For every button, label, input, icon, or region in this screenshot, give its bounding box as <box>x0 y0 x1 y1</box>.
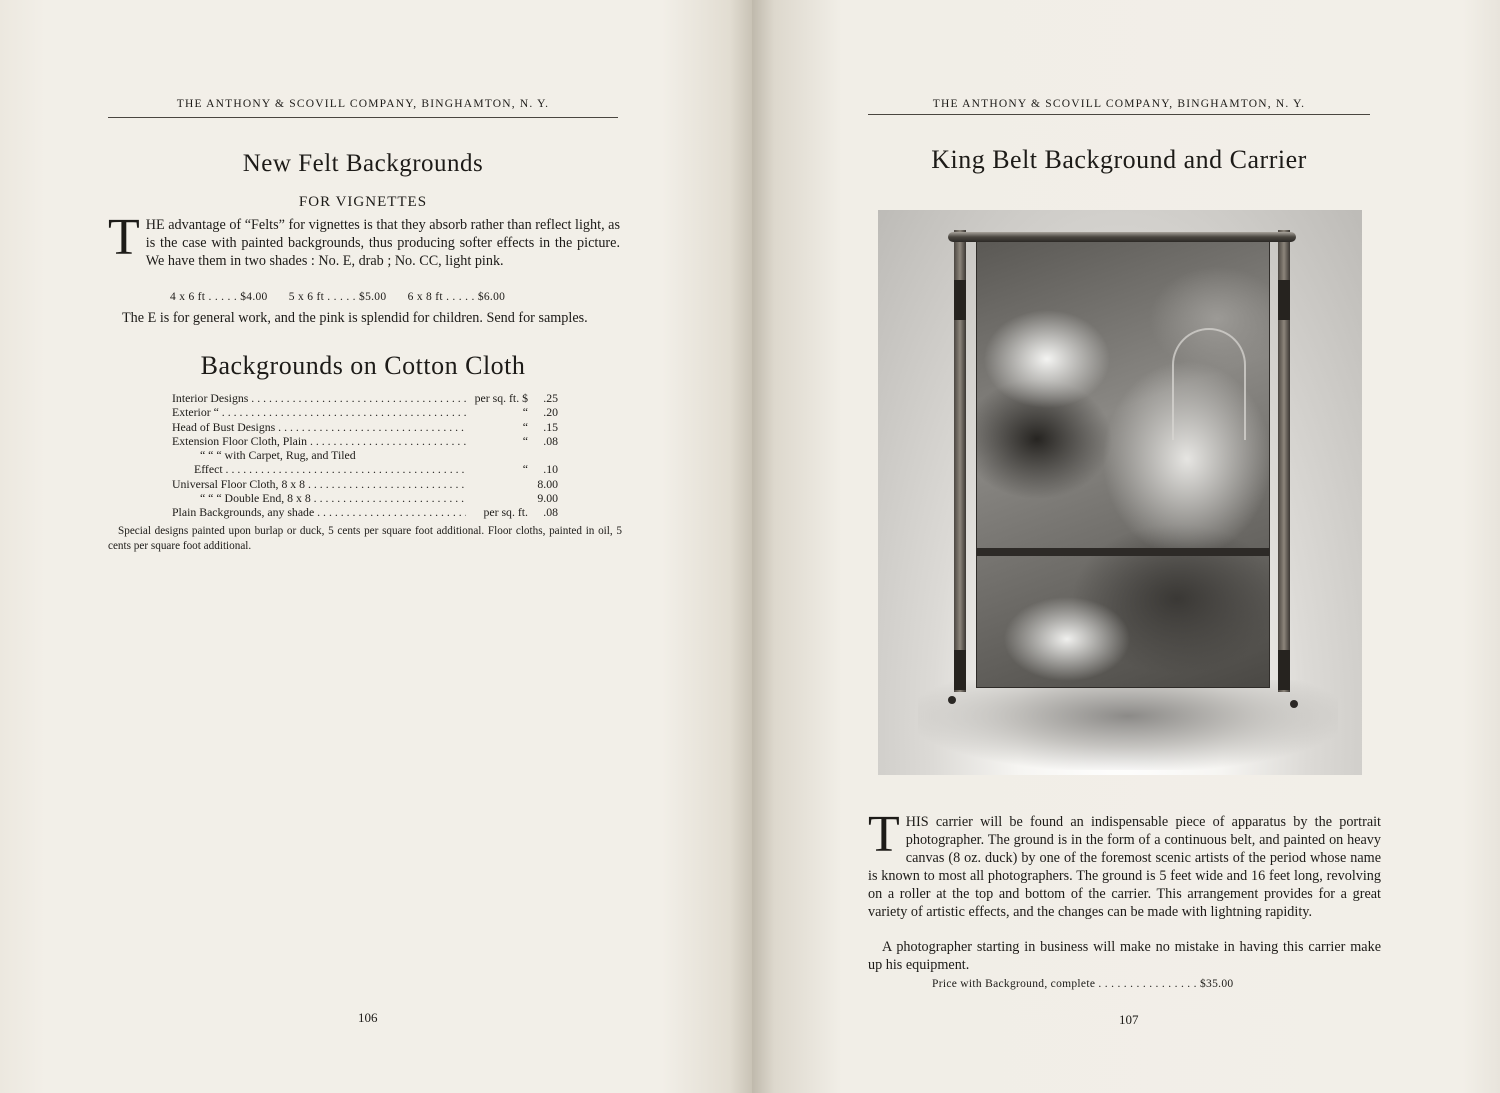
painted-arch <box>1172 328 1246 440</box>
header-rule <box>868 114 1370 115</box>
carrier-paragraph <box>868 806 1381 921</box>
cotton-price-list <box>172 391 558 520</box>
felt-paragraph-text: HE advantage of “Felts” for vignettes is that they absorb rather than reflect light, as is the case with painted backgrounds, thus producing softer effects in the picture. We have them in two shades : No. E, drab ; No. CC, light pink. <box>145 217 620 269</box>
caster-wheel <box>1290 700 1298 708</box>
frame-brace <box>1278 650 1290 690</box>
cotton-note: Special designs painted upon burlap or duck, 5 cents per square foot additional. Floor cloths, painted in oil, 5 cents per square foot additional. <box>108 525 622 552</box>
felt-paragraph-2: The E is for general work, and the pink is splendid for children. Send for samples. <box>122 310 588 326</box>
carrier-paragraph-text: HIS carrier will be found an indispensable piece of apparatus by the portrait photographer. The ground is in the form of a continuous belt, and painted on heavy canvas (8 oz. duck) by one of the foremost scenic artists of the period whose name is known to most all photographers. The ground is 5 feet wide and 16 feet long, revolving on a roller at the top and bottom of the carrier. This arrangement provides for a great variety of artistic effects, and the changes can be made with lightning rapidity. <box>868 814 1381 920</box>
belt-divider <box>976 548 1270 556</box>
caster-wheel <box>948 696 956 704</box>
price-4x6: 4 x 6 ft . . . . . $4.00 <box>170 291 268 303</box>
carrier-title: King Belt Background and Carrier <box>931 145 1307 174</box>
right-page <box>752 0 1500 1093</box>
running-head: THE ANTHONY & SCOVILL COMPANY, BINGHAMTON, N. Y. <box>176 98 550 110</box>
page-number: 106 <box>358 1010 378 1025</box>
list-item: Exterior “ . . . “ .20 <box>172 405 558 419</box>
list-item: Extension Floor Cloth, Plain . . . “ .08 <box>172 434 558 448</box>
felt-prices <box>170 291 523 303</box>
felt-title: New Felt Backgrounds <box>242 150 484 177</box>
frame-brace <box>1278 280 1290 320</box>
felt-paragraph <box>108 209 620 270</box>
top-roller <box>948 232 1296 242</box>
cotton-title: Backgrounds on Cotton Cloth <box>200 351 526 380</box>
price-6x8: 6 x 8 ft . . . . . $6.00 <box>407 291 506 303</box>
running-head: THE ANTHONY & SCOVILL COMPANY, BINGHAMTON, N. Y. <box>932 98 1306 110</box>
carrier-paragraph-2: A photographer starting in business will make no mistake in having this carrier make up his equipment. <box>868 939 1381 973</box>
list-item: Universal Floor Cloth, 8 x 8 . . . 8.00 <box>172 477 558 491</box>
carrier-illustration <box>878 210 1362 775</box>
header-rule <box>108 117 618 118</box>
list-item: “ “ “ with Carpet, Rug, and Tiled <box>200 448 356 463</box>
carrier-price: Price with Background, complete . . . . . . . . . . . . . . . . $35.00 <box>932 978 1234 990</box>
list-item: “ “ “ Double End, 8 x 8 . . . 9.00 <box>172 491 558 505</box>
price-5x6: 5 x 6 ft . . . . . $5.00 <box>288 291 387 303</box>
drop-cap: T <box>868 806 900 863</box>
painted-background-belt <box>976 238 1270 688</box>
frame-brace <box>954 280 966 320</box>
list-item: Plain Backgrounds, any shade . . . per sq. ft. .08 <box>172 505 558 519</box>
carrier-frame <box>954 230 1290 700</box>
list-item: Interior Designs . . . per sq. ft. $ .25 <box>172 391 558 405</box>
drop-cap: T <box>108 209 140 266</box>
list-item: Head of Bust Designs . . . “ .15 <box>172 420 558 434</box>
list-item: Effect . . . “ .10 <box>172 462 558 476</box>
felt-subtitle: FOR VIGNETTES <box>298 194 428 210</box>
page-number: 107 <box>1119 1012 1139 1027</box>
frame-brace <box>954 650 966 690</box>
